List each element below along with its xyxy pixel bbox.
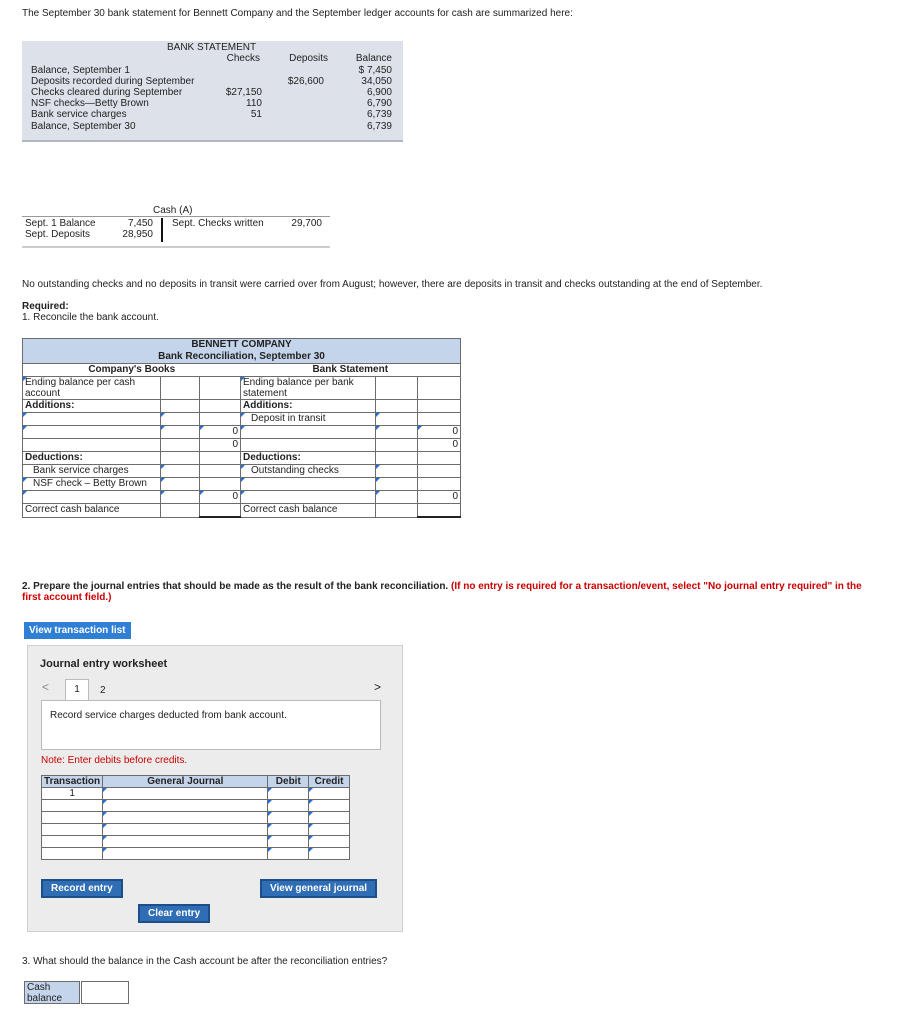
recon-input[interactable] (376, 377, 418, 400)
bank-service-charges-label: Bank service charges (23, 465, 161, 478)
books-subtotal: 0 (200, 439, 241, 452)
books-addition-select[interactable] (23, 426, 161, 439)
recon-cell (418, 452, 461, 465)
recon-cell (376, 504, 418, 518)
credit-input[interactable] (309, 824, 350, 836)
col-general-journal: General Journal (103, 776, 268, 788)
clear-entry-button[interactable]: Clear entry (138, 904, 210, 923)
recon-cell (418, 413, 461, 426)
account-select[interactable] (103, 848, 268, 860)
account-select[interactable] (103, 788, 268, 800)
ending-balance-books-label: Ending balance per cash account (23, 377, 161, 400)
recon-input[interactable] (161, 465, 200, 478)
recon-cell (418, 478, 461, 491)
recon-input[interactable] (376, 478, 418, 491)
recon-cell (200, 400, 241, 413)
recon-input[interactable] (376, 426, 418, 439)
recon-cell (376, 439, 418, 452)
cash-balance-label: Cash balance (24, 981, 80, 1004)
debit-input[interactable] (268, 836, 309, 848)
cash-debit-amount: 7,450 (127, 218, 153, 229)
bs-row-label: Balance, September 1 (31, 65, 130, 76)
recon-cell (241, 439, 376, 452)
bank-subtotal: 0 (418, 439, 461, 452)
recon-cell (200, 413, 241, 426)
debit-input[interactable] (268, 824, 309, 836)
credit-input[interactable] (309, 848, 350, 860)
bs-row-label: NSF checks—Betty Brown (31, 98, 149, 109)
bs-row-label: Checks cleared during September (31, 87, 183, 98)
recon-cell (200, 478, 241, 491)
outstanding-checks-label: Outstanding checks (241, 465, 376, 478)
recon-cell (161, 452, 200, 465)
recon-input[interactable] (161, 413, 200, 426)
recon-subtitle: Bank Reconciliation, September 30 (23, 351, 461, 364)
bs-row-checks: $27,150 (225, 87, 262, 98)
recon-cell (23, 439, 161, 452)
requirement-3: 3. What should the balance in the Cash account be after the reconciliation entries? (22, 956, 388, 967)
requirement-2-instruction: (If no entry is required for a transaction/event, select "No journal entry required" in the first account field.) (22, 581, 862, 603)
requirement-2 (22, 581, 882, 603)
col-checks: Checks (226, 53, 260, 64)
requirement-1: 1. Reconcile the bank account. (22, 312, 159, 323)
journal-cell (42, 824, 103, 836)
journal-cell (42, 812, 103, 824)
journal-entry-worksheet (27, 645, 403, 932)
deposit-in-transit-label: Deposit in transit (241, 413, 376, 426)
recon-input[interactable] (200, 377, 241, 400)
cash-balance-input[interactable] (81, 981, 129, 1004)
view-transaction-list-button[interactable]: View transaction list (24, 622, 131, 639)
books-deductions-total: 0 (200, 491, 241, 504)
next-page-icon[interactable]: > (374, 680, 382, 694)
debit-input[interactable] (268, 848, 309, 860)
books-deduction-select[interactable] (23, 491, 161, 504)
worksheet-title: Journal entry worksheet (40, 658, 168, 670)
credit-input[interactable] (309, 788, 350, 800)
recon-input[interactable] (376, 413, 418, 426)
intro-text: The September 30 bank statement for Bennett Company and the September ledger accounts for cash are summarized here: (22, 8, 573, 19)
cash-credit-label: Sept. Checks written (172, 218, 264, 229)
recon-input[interactable] (376, 491, 418, 504)
bs-row-label: Deposits recorded during September (31, 76, 195, 87)
books-addition-select[interactable] (23, 413, 161, 426)
page-2-tab[interactable]: 2 (100, 685, 106, 696)
journal-cell (42, 836, 103, 848)
required-heading: Required: (22, 301, 69, 312)
debit-credit-note: Note: Enter debits before credits. (41, 755, 188, 766)
reconciliation-table (22, 338, 461, 518)
recon-input[interactable] (161, 491, 200, 504)
recon-cell (161, 439, 200, 452)
bank-additions-total: 0 (418, 426, 461, 439)
col-debit: Debit (268, 776, 309, 788)
prev-page-icon[interactable]: < (42, 680, 50, 694)
bs-row-balance: 6,739 (366, 121, 392, 132)
bs-row-label: Bank service charges (31, 109, 127, 120)
recon-input[interactable] (161, 478, 200, 491)
bs-row-balance: 6,739 (366, 109, 392, 120)
correct-balance-books-label: Correct cash balance (23, 504, 161, 518)
correct-balance-bank-label: Correct cash balance (241, 504, 376, 518)
debit-input[interactable] (268, 812, 309, 824)
t-account-bottom (22, 246, 330, 248)
recon-input[interactable] (376, 465, 418, 478)
record-entry-button[interactable]: Record entry (41, 879, 123, 898)
bank-deductions-total: 0 (418, 491, 461, 504)
carryover-note: No outstanding checks and no deposits in transit were carried over from August; however, there are deposits in transit and checks outstanding at the end of September. (22, 279, 763, 290)
recon-cell (418, 400, 461, 413)
credit-input[interactable] (309, 812, 350, 824)
cash-debit-label: Sept. Deposits (25, 229, 91, 240)
recon-cell (376, 452, 418, 465)
journal-cell (42, 800, 103, 812)
recon-input[interactable] (161, 426, 200, 439)
correct-balance-bank-value[interactable] (418, 504, 461, 518)
cash-debit-amount: 28,950 (122, 229, 153, 240)
recon-input[interactable] (161, 377, 200, 400)
recon-cell (200, 465, 241, 478)
additions-label-books: Additions: (23, 400, 161, 413)
bank-statement-title: BANK STATEMENT (167, 42, 257, 53)
t-account-line (22, 216, 330, 217)
account-select[interactable] (103, 812, 268, 824)
correct-balance-books-value[interactable] (200, 504, 241, 518)
deductions-label-bank: Deductions: (241, 452, 376, 465)
bs-row-balance: 6,900 (366, 87, 392, 98)
prompt-box (41, 700, 381, 750)
additions-label-bank: Additions: (241, 400, 376, 413)
bs-row-checks: 110 (246, 98, 262, 109)
bank-deduction-select[interactable] (241, 491, 376, 504)
col-transaction: Transaction (42, 776, 103, 788)
bs-row-balance: $ 7,450 (358, 65, 392, 76)
journal-table (41, 775, 350, 860)
bank-addition-select[interactable] (241, 426, 376, 439)
company-books-header: Company's Books (23, 364, 241, 377)
col-balance: Balance (355, 53, 392, 64)
bs-row-balance: 6,790 (366, 98, 392, 109)
col-credit: Credit (309, 776, 350, 788)
bs-row-checks: 51 (250, 109, 262, 120)
recon-cell (200, 452, 241, 465)
bs-row-deposits: $26,600 (287, 76, 324, 87)
debit-input[interactable] (268, 800, 309, 812)
credit-input[interactable] (309, 836, 350, 848)
bank-deduction-select[interactable] (241, 478, 376, 491)
requirement-2-text: 2. Prepare the journal entries that should be made as the result of the bank reconciliation. (22, 581, 449, 592)
nsf-check-label: NSF check – Betty Brown (23, 478, 161, 491)
account-select[interactable] (103, 824, 268, 836)
transaction-number: 1 (42, 788, 103, 800)
prompt-text: Record service charges deducted from bank account. (50, 710, 287, 721)
bs-row-balance: 34,050 (361, 76, 392, 87)
bank-statement-header: Bank Statement (241, 364, 461, 377)
ending-balance-bank-label: Ending balance per bank statement (241, 377, 376, 400)
cash-account-title: Cash (A) (153, 205, 193, 216)
journal-cell (42, 848, 103, 860)
recon-cell (161, 504, 200, 518)
account-select[interactable] (103, 800, 268, 812)
view-general-journal-button[interactable]: View general journal (260, 879, 377, 898)
recon-cell (376, 400, 418, 413)
recon-cell (418, 465, 461, 478)
recon-cell (161, 400, 200, 413)
col-deposits: Deposits (289, 53, 328, 64)
credit-input[interactable] (309, 800, 350, 812)
recon-company: BENNETT COMPANY (23, 339, 461, 352)
page-1-tab[interactable]: 1 (65, 679, 89, 701)
recon-input[interactable] (418, 377, 461, 400)
deductions-label-books: Deductions: (23, 452, 161, 465)
books-additions-total: 0 (200, 426, 241, 439)
account-select[interactable] (103, 836, 268, 848)
bank-statement (22, 41, 403, 142)
cash-debit-label: Sept. 1 Balance (25, 218, 96, 229)
bs-row-label: Balance, September 30 (31, 121, 136, 132)
cash-credit-amount: 29,700 (291, 218, 322, 229)
t-account-divider (161, 218, 163, 242)
debit-input[interactable] (268, 788, 309, 800)
